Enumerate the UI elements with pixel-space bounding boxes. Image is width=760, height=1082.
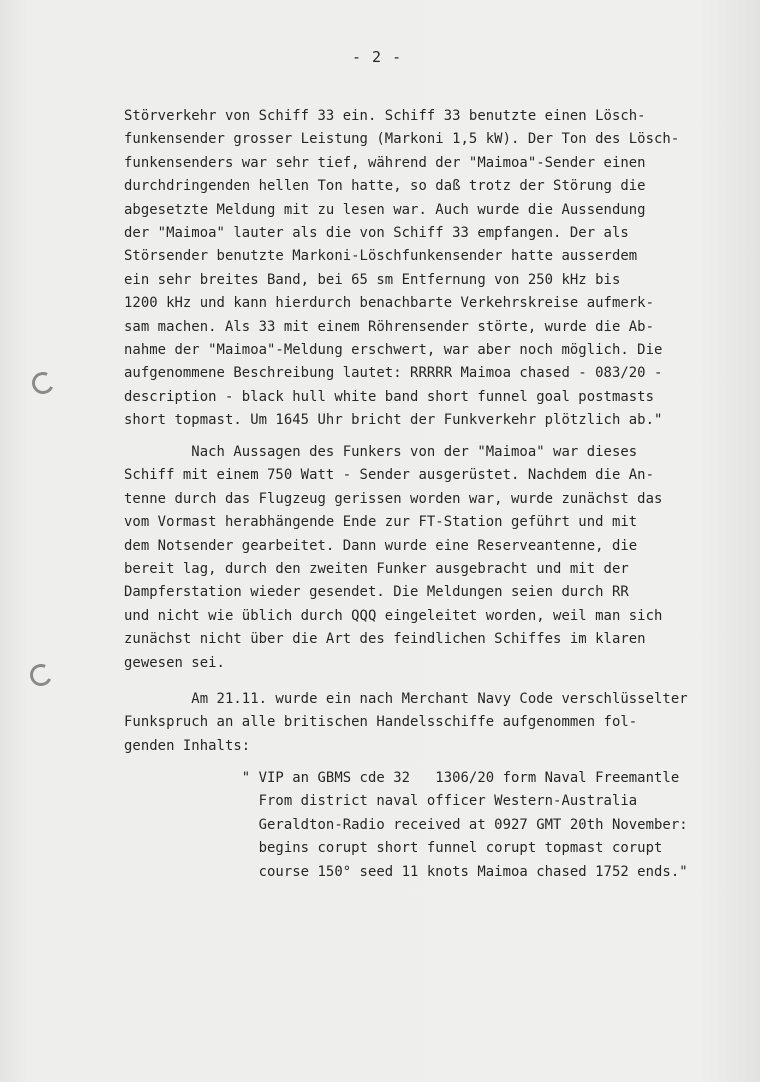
quoted-message-line: Geraldton-Radio received at 0927 GMT 20th November: xyxy=(124,816,688,833)
paragraph-2-line: und nicht wie üblich durch QQQ eingeleitet worden, weil man sich xyxy=(124,607,663,624)
paragraph-2-line: zunächst nicht über die Art des feindlichen Schiffes im klaren xyxy=(124,631,646,648)
quoted-message-line: " VIP an GBMS cde 32 1306/20 form Naval Freemantle xyxy=(124,770,680,786)
paragraph-2-line: Nach Aussagen des Funkers von der "Maimoa" war dieses xyxy=(124,444,638,460)
paragraph-3-line: Am 21.11. wurde ein nach Merchant Navy Code verschlüsselter xyxy=(124,691,688,707)
paragraph-1-line: funkensenders war sehr tief, während der "Maimoa"-Sender einen xyxy=(124,154,646,171)
quoted-message-line: course 150° seed 11 knots Maimoa chased 1752 ends." xyxy=(124,863,688,880)
paragraph-1-line: nahme der "Maimoa"-Meldung erschwert, war aber noch möglich. Die xyxy=(124,342,663,358)
paragraph-1-line: description - black hull white band short funnel goal postmasts xyxy=(124,388,655,405)
paragraph-2-line: tenne durch das Flugzeug gerissen worden war, wurde zunächst das xyxy=(124,490,663,507)
quoted-message-line: begins corupt short funnel corupt topmast corupt xyxy=(124,840,663,857)
paragraph-1-line: 1200 kHz und kann hierdurch benachbarte Verkehrskreise aufmerk- xyxy=(124,295,655,312)
paragraph-1-line: funkensender grosser Leistung (Markoni 1,5 kW). Der Ton des Lösch- xyxy=(124,131,680,148)
paragraph-1-line: ein sehr breites Band, bei 65 sm Entfernung von 250 kHz bis xyxy=(124,271,621,288)
paragraph-3-line: Funkspruch an alle britischen Handelsschiffe aufgenommen fol- xyxy=(124,714,638,731)
punch-hole-mark-lower xyxy=(27,661,55,689)
page-number: - 2 - xyxy=(352,48,403,66)
paragraph-3-line: genden Inhalts: xyxy=(124,737,251,754)
paragraph-1-line: Störverkehr von Schiff 33 ein. Schiff 33 benutzte einen Lösch- xyxy=(124,108,646,124)
paragraph-1-line: short topmast. Um 1645 Uhr bricht der Funkverkehr plötzlich ab." xyxy=(124,412,663,429)
paragraph-2-line: gewesen sei. xyxy=(124,654,225,671)
paragraph-2-line: dem Notsender gearbeitet. Dann wurde eine Reserveantenne, die xyxy=(124,537,638,554)
quoted-message-line: From district naval officer Western-Australia xyxy=(124,793,638,810)
paragraph-1-line: aufgenommene Beschreibung lautet: RRRRR Maimoa chased - 083/20 - xyxy=(124,365,663,382)
paragraph-1-line: sam machen. Als 33 mit einem Röhrensender störte, wurde die Ab- xyxy=(124,318,655,335)
paragraph-1-line: abgesetzte Meldung mit zu lesen war. Auch wurde die Aussendung xyxy=(124,201,646,218)
paragraph-1-line: der "Maimoa" lauter als die von Schiff 33 empfangen. Der als xyxy=(124,225,629,241)
paragraph-2-line: Dampferstation wieder gesendet. Die Meldungen seien durch RR xyxy=(124,584,629,601)
paragraph-2-line: bereit lag, durch den zweiten Funker ausgebracht und mit der xyxy=(124,561,629,577)
punch-hole-mark-upper xyxy=(29,369,57,397)
paragraph-2-line: vom Vormast herabhängende Ende zur FT-Station geführt und mit xyxy=(124,514,638,531)
paragraph-1-line: Störsender benutzte Markoni-Löschfunkensender hatte ausserdem xyxy=(124,248,638,265)
paragraph-2-line: Schiff mit einem 750 Watt - Sender ausgerüstet. Nachdem die An- xyxy=(124,467,655,484)
paragraph-1-line: durchdringenden hellen Ton hatte, so daß trotz der Störung die xyxy=(124,178,646,195)
